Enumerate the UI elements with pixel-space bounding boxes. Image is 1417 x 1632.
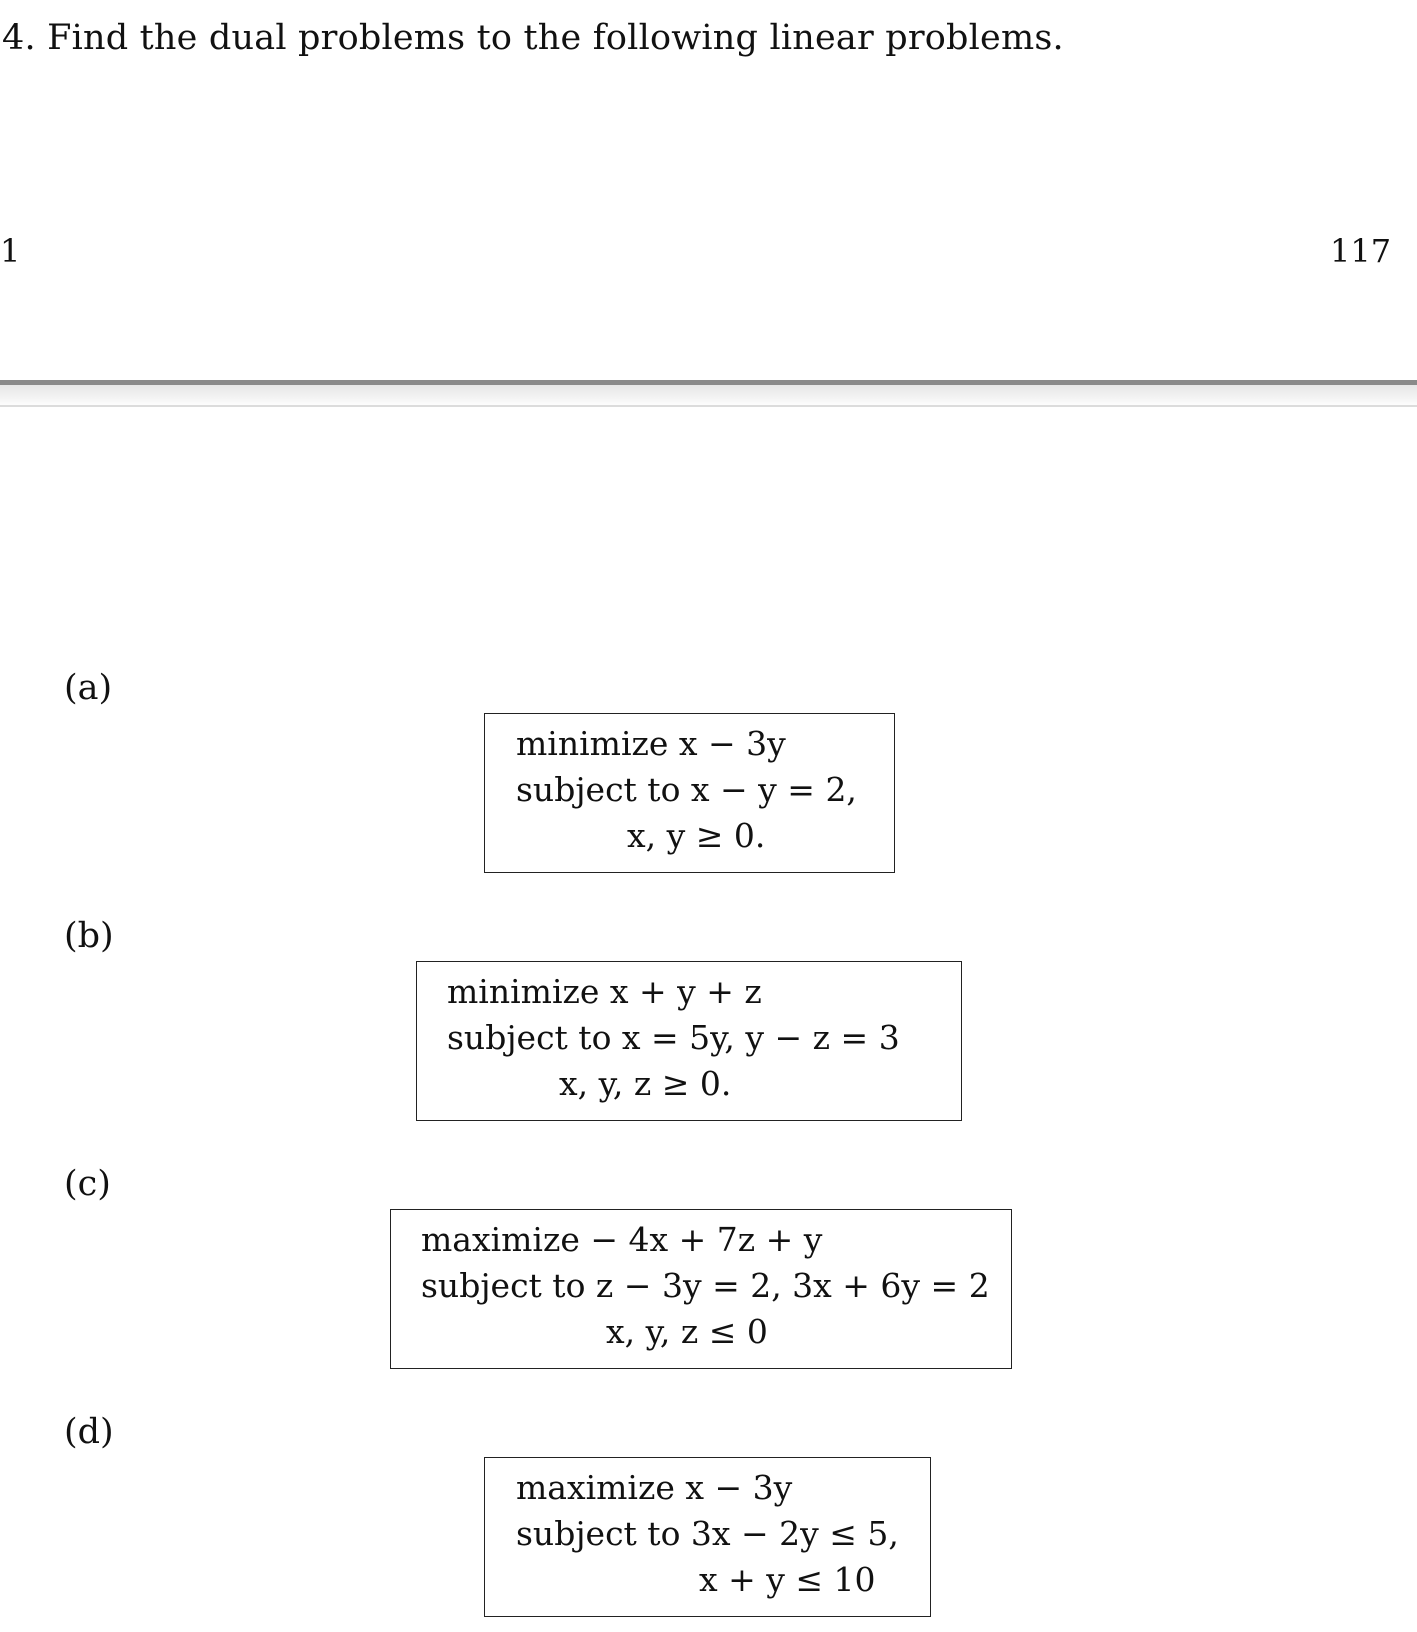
problem-c-sign-constraint: x, y, z ≤ 0 — [606, 1312, 768, 1351]
problem-b-label: (b) — [64, 916, 114, 956]
problem-a-objective: minimize x − 3y — [516, 724, 786, 763]
page-divider-edge — [0, 405, 1417, 407]
problem-a-box — [484, 713, 895, 873]
problem-c-objective: maximize − 4x + 7z + y — [421, 1220, 823, 1259]
problem-b-constraint: subject to x = 5y, y − z = 3 — [447, 1018, 900, 1057]
page-number-left: 1 — [0, 232, 21, 270]
problem-a-label: (a) — [64, 668, 113, 708]
problem-d-box — [484, 1457, 931, 1617]
problem-d-objective: maximize x − 3y — [516, 1468, 793, 1507]
problem-d-label: (d) — [64, 1412, 114, 1452]
problem-b-objective: minimize x + y + z — [447, 972, 762, 1011]
problem-a-constraint: subject to x − y = 2, — [516, 770, 857, 809]
problem-a-sign-constraint: x, y ≥ 0. — [627, 816, 766, 855]
exercise-heading: 4. Find the dual problems to the following linear problems. — [2, 18, 1064, 58]
problem-b-sign-constraint: x, y, z ≥ 0. — [559, 1064, 732, 1103]
problem-d-constraint-1: subject to 3x − 2y ≤ 5, — [516, 1514, 899, 1553]
problem-c-constraint: subject to z − 3y = 2, 3x + 6y = 2 — [421, 1266, 990, 1305]
problem-c-label: (c) — [64, 1164, 111, 1204]
problem-b-box — [416, 961, 962, 1121]
page-divider-shadow — [0, 385, 1417, 407]
problem-d-constraint-2: x + y ≤ 10 — [699, 1560, 876, 1599]
page-number-right: 117 — [1330, 232, 1392, 270]
problem-c-box — [390, 1209, 1012, 1369]
